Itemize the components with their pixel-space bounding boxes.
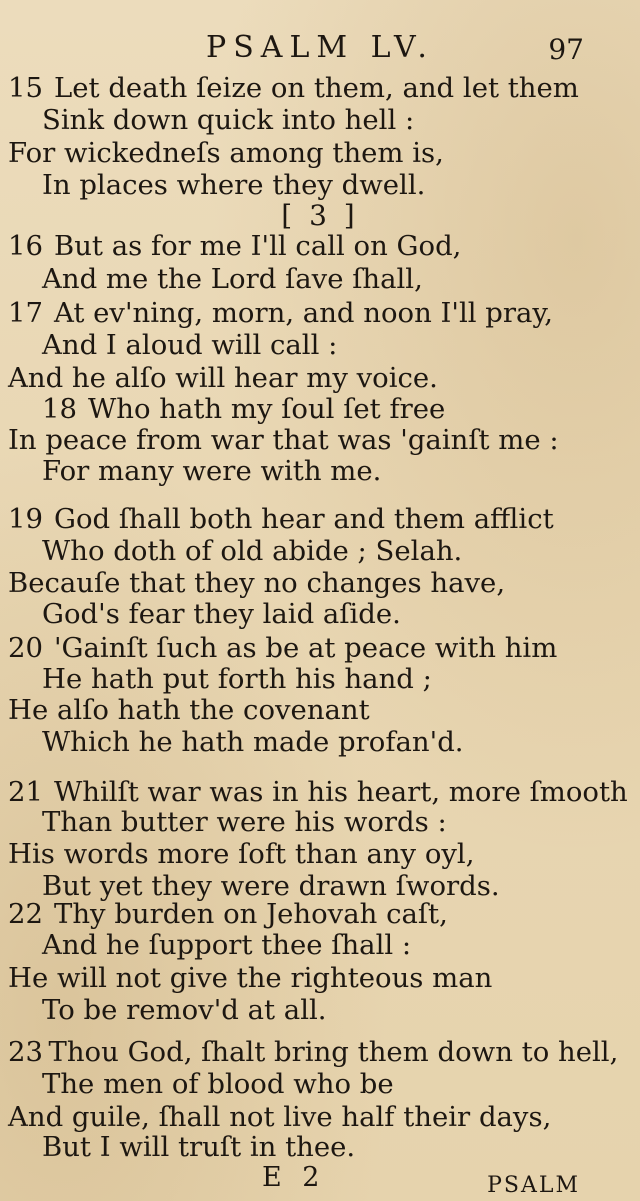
verse-line (8, 1036, 636, 1068)
verse-line (8, 567, 636, 599)
verse-line (42, 1068, 636, 1100)
verse-text: Let death ſeize on them, and let them (53, 72, 579, 104)
verse-line (42, 1131, 636, 1163)
verse-text: And he ſupport thee ſhall : (42, 929, 412, 961)
verse-line (8, 137, 636, 169)
verse-text: But as for me I'll call on God, (53, 230, 462, 262)
verse-line (42, 535, 636, 567)
verse-line (42, 598, 636, 630)
verse-number: 21 (8, 776, 43, 808)
verse-text: And me the Lord ſave ſhall, (42, 263, 423, 295)
verse-text: Who hath my ſoul ſet free (87, 393, 446, 425)
verse-text: But I will truſt in thee. (42, 1131, 356, 1163)
verse-line (42, 169, 636, 201)
verse-text: The men of blood who be (42, 1068, 394, 1100)
verse-line (42, 455, 636, 487)
verse-text: And I aloud will call : (42, 329, 338, 361)
verse-line (42, 393, 636, 425)
verse-number: 17 (8, 297, 43, 329)
verse-line (42, 263, 636, 295)
verse-line (8, 776, 636, 808)
verse-line (8, 424, 636, 456)
page-header (0, 28, 640, 72)
verse-number: 20 (8, 632, 43, 664)
verse-text: God's fear they laid aſide. (42, 598, 401, 630)
verse-text: In peace from war that was 'gainſt me : (8, 424, 559, 456)
verse-text: But yet they were drawn ſwords. (42, 870, 500, 902)
verse-text: Thou God, ſhalt bring them down to hell, (48, 1036, 619, 1068)
verse-line (8, 838, 636, 870)
running-title: PSALM LV. (206, 30, 434, 65)
verse-line (8, 962, 636, 994)
catchword: PSALM (487, 1173, 580, 1198)
verse-text: Whilſt war was in his heart, more ſmooth (53, 776, 628, 808)
verse-text: For many were with me. (42, 455, 382, 487)
verse-line (42, 929, 636, 961)
verse-line (42, 329, 636, 361)
verse-line (42, 104, 636, 136)
verse-number: 15 (8, 72, 43, 104)
verse-line (42, 806, 636, 838)
verse-text: For wickedneſs among them is, (8, 137, 444, 169)
verse-text: Sink down quick into hell : (42, 104, 415, 136)
verse-text: And guile, ſhall not live half their days, (8, 1101, 552, 1133)
verse-text: His words more ſoft than any oyl, (8, 838, 475, 870)
verse-line (8, 230, 636, 262)
verse-text: God ſhall both hear and them afflict (53, 503, 554, 535)
verse-number: 23 (8, 1036, 43, 1068)
verse-line (8, 632, 636, 664)
verse-text: To be remov'd at all. (42, 994, 327, 1026)
verse-line (8, 694, 636, 726)
verse-text: He will not give the righteous man (8, 962, 493, 994)
verse-line (8, 72, 636, 104)
verse-text: At ev'ning, morn, and noon I'll pray, (53, 297, 554, 329)
verse-number: 18 (42, 393, 77, 425)
verse-line (8, 362, 636, 394)
verse-text: Than butter were his words : (42, 806, 447, 838)
page-number: 97 (548, 33, 584, 66)
signature-mark: E 2 (262, 1162, 326, 1193)
verse-number: 22 (8, 898, 43, 930)
verse-text: He alſo hath the covenant (8, 694, 370, 726)
verse-line (42, 726, 636, 758)
verse-text: 'Gainſt ſuch as be at peace with him (53, 632, 558, 664)
verse-text: And he alſo will hear my voice. (8, 362, 438, 394)
section-mark: [ 3 ] (281, 199, 359, 232)
verse-text: Becauſe that they no changes have, (8, 567, 506, 599)
verse-number: 16 (8, 230, 43, 262)
verse-line (42, 994, 636, 1026)
verse-text: He hath put forth his hand ; (42, 663, 432, 695)
verse-line (8, 503, 636, 535)
verse-line (8, 898, 636, 930)
verse-line (42, 663, 636, 695)
verse-text: In places where they dwell. (42, 169, 426, 201)
verse-line (8, 297, 636, 329)
verse-line (8, 1101, 636, 1133)
verse-text: Which he hath made profan'd. (42, 726, 464, 758)
verse-text: Who doth of old abide ; Selah. (42, 535, 463, 567)
verse-number: 19 (8, 503, 43, 535)
verse-text: Thy burden on Jehovah caſt, (53, 898, 448, 930)
